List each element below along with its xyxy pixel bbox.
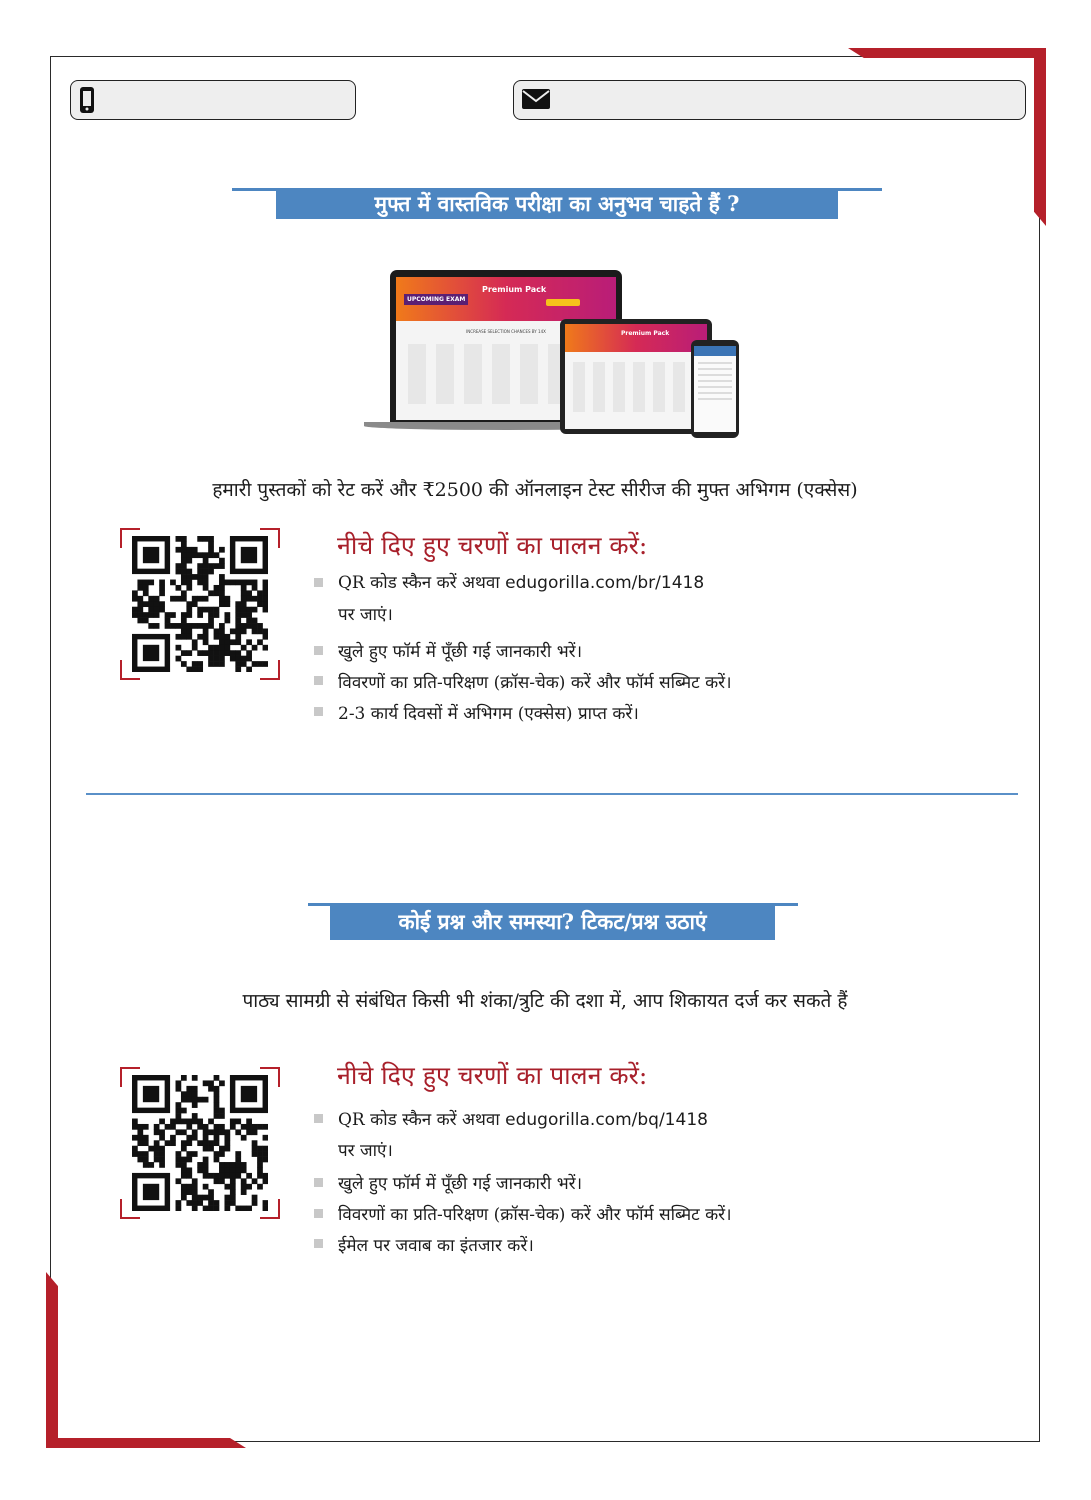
section2-lead: पाठ्य सामग्री से संबंधित किसी भी शंका/त्रुटि की दशा में, आप शिकायत दर्ज कर सकते हैं [242, 990, 848, 1012]
tablet-screen [565, 324, 707, 429]
bullet [314, 646, 323, 655]
devices-illustration [364, 270, 744, 440]
tablet [560, 319, 712, 434]
phone-field[interactable] [70, 80, 356, 120]
laptop-badge: UPCOMING EXAM [404, 294, 468, 305]
corner-accent-top-right [848, 48, 1046, 58]
step-1-text: QR कोड स्कैन करें अथवा [338, 573, 500, 593]
corner-accent-bottom-left [46, 1438, 246, 1448]
rate-books-link[interactable]: edugorilla.com/br/1418 [505, 573, 705, 593]
qr-code-icon[interactable] [132, 536, 268, 672]
bullet [314, 1239, 323, 1248]
section2-step-4: ईमेल पर जवाब का इंतजार करें। [338, 1236, 534, 1256]
corner-accent-top-right-vertical [1034, 48, 1046, 226]
section2-steps-title: नीचे दिए हुए चरणों का पालन करें: [337, 1061, 648, 1090]
envelope-icon [522, 89, 550, 113]
section2-step-1 [338, 1107, 708, 1130]
tablet-content [573, 362, 699, 412]
section1-step-1 [338, 570, 704, 593]
section2-step-2: खुले हुए फॉर्म में पूँछी गई जानकारी भरें। [338, 1174, 583, 1194]
section2-banner: कोई प्रश्न और समस्या? टिकट/प्रश्न उठाएं [330, 904, 775, 940]
bullet [314, 578, 323, 587]
email-field[interactable] [513, 80, 1026, 120]
section2-step-1-continued: पर जाएं। [338, 1141, 393, 1161]
section1-steps-title: नीचे दिए हुए चरणों का पालन करें: [337, 531, 648, 560]
page-frame [50, 56, 1040, 1442]
section1-step-4: 2-3 कार्य दिवसों में अभिगम (एक्सेस) प्राप्त करें। [338, 704, 639, 724]
laptop-headline: Premium Pack [482, 285, 547, 294]
step-1-text: QR कोड स्कैन करें अथवा [338, 1110, 500, 1130]
corner-accent-bottom-left-vertical [46, 1272, 58, 1448]
bullet [314, 676, 323, 685]
tablet-hero [565, 324, 707, 352]
qr-frame-raise-ticket [120, 1067, 280, 1219]
section2-step-3: विवरणों का प्रति-परिक्षण (क्रॉस-चेक) करें और फॉर्म सब्मिट करें। [338, 1205, 732, 1225]
raise-ticket-link[interactable]: edugorilla.com/bq/1418 [505, 1110, 708, 1130]
laptop-cta [546, 299, 580, 306]
bullet [314, 1209, 323, 1218]
section1-lead: हमारी पुस्तकों को रेट करें और ₹2500 की ऑनलाइन टेस्ट सीरीज की मुफ्त अभिगम (एक्सेस) [212, 479, 858, 501]
bullet [314, 1114, 323, 1123]
bullet [314, 1178, 323, 1187]
qr-code-icon[interactable] [132, 1075, 268, 1211]
section1-step-2: खुले हुए फॉर्म में पूँछी गई जानकारी भरें। [338, 642, 583, 662]
laptop-hero [396, 277, 616, 321]
section1-banner: मुफ्त में वास्तविक परीक्षा का अनुभव चाहते हैं ? [276, 189, 838, 219]
phone-screen [694, 346, 736, 432]
section-divider [86, 793, 1018, 795]
section1-step-1-continued: पर जाएं। [338, 605, 393, 625]
tablet-headline: Premium Pack [621, 330, 670, 337]
phone [691, 340, 739, 438]
mobile-phone-icon [79, 87, 95, 117]
laptop-subline: INCREASE SELECTION CHANCES BY 14X [466, 329, 546, 334]
qr-frame-rate-books [120, 528, 280, 680]
bullet [314, 707, 323, 716]
section1-step-3: विवरणों का प्रति-परिक्षण (क्रॉस-चेक) करें और फॉर्म सब्मिट करें। [338, 673, 732, 693]
